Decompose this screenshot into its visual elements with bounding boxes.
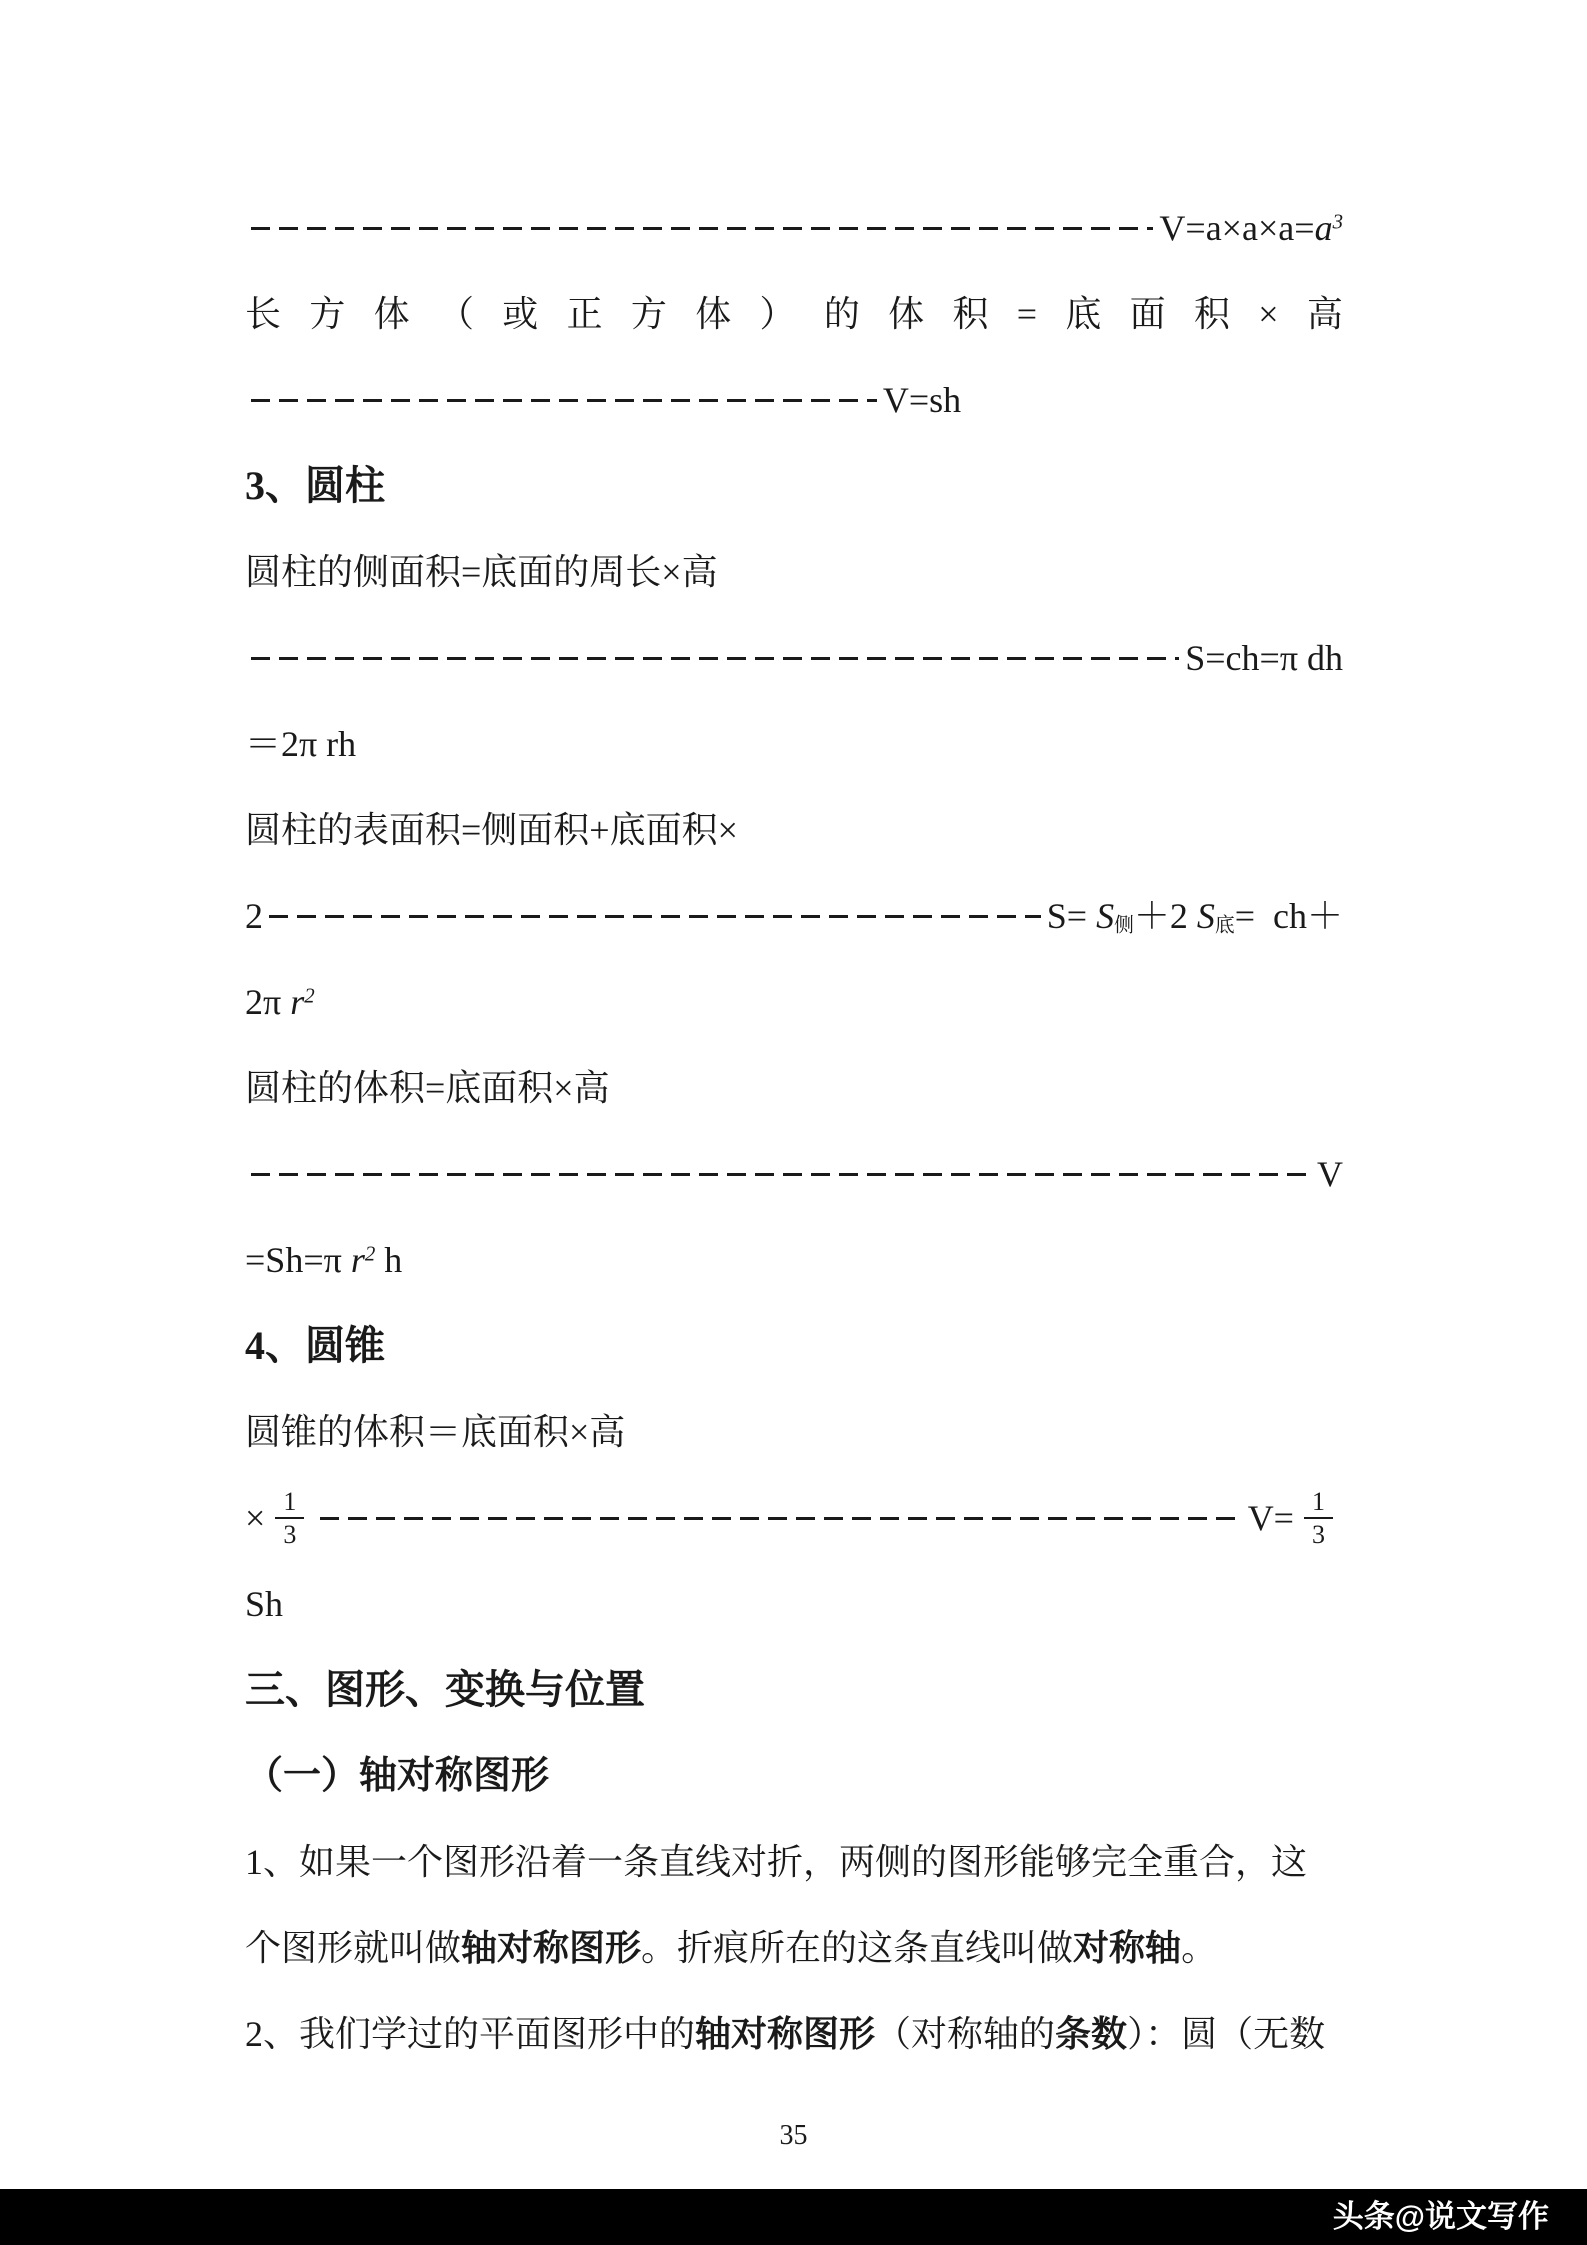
text-run: 2π xyxy=(245,982,291,1022)
text-run: 条数 xyxy=(1055,2014,1128,2054)
doc-line xyxy=(245,357,1343,443)
text-run: 圆柱的体积=底面积×高 xyxy=(245,1068,610,1108)
text-run: 。折痕所在的这条直线叫做 xyxy=(641,1928,1074,1968)
doc-line xyxy=(245,701,1343,787)
fraction-denominator: 3 xyxy=(1312,1520,1325,1549)
text-run: 个图形就叫做 xyxy=(245,1928,462,1968)
text-run: 轴对称图形 xyxy=(461,1928,642,1968)
text-run: h xyxy=(375,1240,403,1280)
text-segment xyxy=(245,1217,402,1303)
dash-leader xyxy=(251,227,1153,230)
doc-line xyxy=(245,787,1343,873)
doc-line xyxy=(245,959,1343,1045)
justified-char: 体 xyxy=(695,294,732,334)
text-segment xyxy=(245,1905,1217,1991)
text-run: S=ch=π dh xyxy=(1185,638,1343,678)
text-run: ）：圆（无数 xyxy=(1127,2014,1326,2054)
text-segment xyxy=(883,357,961,443)
justified-char: 底 xyxy=(1065,294,1102,334)
text-segment xyxy=(245,873,263,959)
doc-line xyxy=(245,1905,1343,1991)
doc-line xyxy=(245,1045,1343,1131)
doc-line xyxy=(245,1991,1343,2077)
justified-char: ） xyxy=(759,294,796,334)
text-run: 圆柱的表面积=侧面积+底面积× xyxy=(245,810,738,850)
text-segment xyxy=(245,1561,283,1647)
page-content xyxy=(245,185,1343,2077)
text-run: 。 xyxy=(1181,1928,1218,1968)
section-heading xyxy=(245,443,1343,529)
text-run: 对称轴 xyxy=(1073,1928,1182,1968)
watermark-bar xyxy=(0,2189,1587,2245)
text-run: 3 xyxy=(1332,209,1343,234)
doc-line xyxy=(245,1389,1343,1475)
justified-char: 的 xyxy=(823,294,860,334)
text-segment xyxy=(245,1045,610,1131)
justified-char: × xyxy=(1258,294,1279,334)
text-segment xyxy=(245,1991,1325,2077)
doc-line xyxy=(245,1561,1343,1647)
text-segment xyxy=(1317,1131,1343,1217)
text-run: r xyxy=(350,1240,365,1280)
text-run: 2 xyxy=(245,896,263,936)
text-run: 2 xyxy=(364,1241,376,1266)
justified-char: = xyxy=(1016,294,1038,334)
fraction-numerator: 1 xyxy=(275,1486,304,1519)
section-heading xyxy=(245,1303,1343,1389)
doc-line xyxy=(245,1475,1343,1561)
text-segment xyxy=(1159,185,1343,271)
text-run: 3、圆柱 xyxy=(245,463,385,508)
text-run: Sh xyxy=(245,1584,284,1624)
fraction-denominator: 3 xyxy=(283,1520,297,1549)
justified-char: 积 xyxy=(1193,294,1230,334)
text-run: 4、圆锥 xyxy=(245,1323,385,1368)
justified-char: 面 xyxy=(1129,294,1166,334)
text-segment xyxy=(245,1647,645,1733)
text-run: （对称轴的 xyxy=(875,2014,1056,2054)
text-run: S= xyxy=(1046,896,1097,936)
justified-char: 体 xyxy=(373,294,410,334)
text-segment xyxy=(245,1303,385,1389)
text-run: （一）轴对称图形 xyxy=(245,1755,550,1797)
text-run: V xyxy=(1317,1154,1343,1194)
dash-leader xyxy=(251,657,1179,660)
justified-char: 方 xyxy=(630,294,667,334)
page-number: 35 xyxy=(779,2120,808,2151)
text-run: V=sh xyxy=(882,380,962,420)
text-segment xyxy=(245,1733,549,1819)
dash-leader xyxy=(251,399,877,402)
text-run: 圆锥的体积＝底面积×高 xyxy=(245,1412,626,1452)
justified-char: 正 xyxy=(566,294,603,334)
doc-line xyxy=(245,1819,1343,1905)
text-run: 1、如果一个图形沿着一条直线对折，两侧的图形能够完全重合，这 xyxy=(245,1842,1308,1882)
fraction xyxy=(275,1486,304,1550)
text-segment xyxy=(245,701,356,787)
text-run: V=a×a×a= xyxy=(1159,208,1315,248)
text-run: =Sh=π xyxy=(245,1240,351,1280)
text-run: 侧 xyxy=(1114,914,1134,937)
text-run: 三、图形、变换与位置 xyxy=(245,1667,645,1712)
text-segment xyxy=(1047,873,1343,959)
text-run: r xyxy=(290,982,305,1022)
text-segment xyxy=(1248,1475,1294,1561)
doc-line xyxy=(245,185,1343,271)
text-run: × xyxy=(245,1498,266,1538)
text-run: S xyxy=(1196,896,1215,936)
doc-line xyxy=(245,271,1343,357)
text-run: S xyxy=(1096,896,1115,936)
text-run: V= xyxy=(1247,1498,1294,1538)
text-run: 底 xyxy=(1214,914,1235,937)
text-run: ＋2 xyxy=(1133,896,1197,936)
justified-char: 或 xyxy=(502,294,539,334)
text-segment xyxy=(245,1475,265,1561)
text-run: ＝2π rh xyxy=(245,724,357,764)
text-segment xyxy=(245,959,315,1045)
text-run: 2、我们学过的平面图形中的 xyxy=(245,2014,696,2054)
fraction xyxy=(1304,1486,1333,1550)
doc-line xyxy=(245,1217,1343,1303)
justified-char: 体 xyxy=(888,294,925,334)
justified-char: 高 xyxy=(1306,294,1343,334)
text-run: 轴对称图形 xyxy=(695,2014,876,2054)
justified-char: 方 xyxy=(309,294,346,334)
text-run: a xyxy=(1314,208,1333,248)
justified-char: 长 xyxy=(245,294,282,334)
text-segment xyxy=(245,1819,1307,1905)
justified-char: （ xyxy=(437,294,474,334)
doc-line xyxy=(245,1131,1343,1217)
dash-leader xyxy=(251,1173,1311,1176)
doc-line xyxy=(245,873,1343,959)
section-heading xyxy=(245,1733,1343,1819)
text-segment xyxy=(245,1389,625,1475)
doc-line xyxy=(245,529,1343,615)
watermark-text: 头条@说文写作 xyxy=(1332,2199,1549,2234)
text-run: = ch＋ xyxy=(1234,896,1343,936)
dash-leader xyxy=(320,1517,1241,1520)
text-segment xyxy=(1185,615,1343,701)
text-segment xyxy=(245,787,738,873)
text-segment xyxy=(245,443,385,529)
section-heading xyxy=(245,1647,1343,1733)
fraction-numerator: 1 xyxy=(1304,1486,1333,1519)
dash-leader xyxy=(269,915,1041,918)
text-run: 圆柱的侧面积=底面的周长×高 xyxy=(245,552,718,592)
text-segment xyxy=(245,529,718,615)
text-run: 2 xyxy=(304,983,315,1008)
justified-char: 积 xyxy=(952,294,989,334)
doc-line xyxy=(245,615,1343,701)
